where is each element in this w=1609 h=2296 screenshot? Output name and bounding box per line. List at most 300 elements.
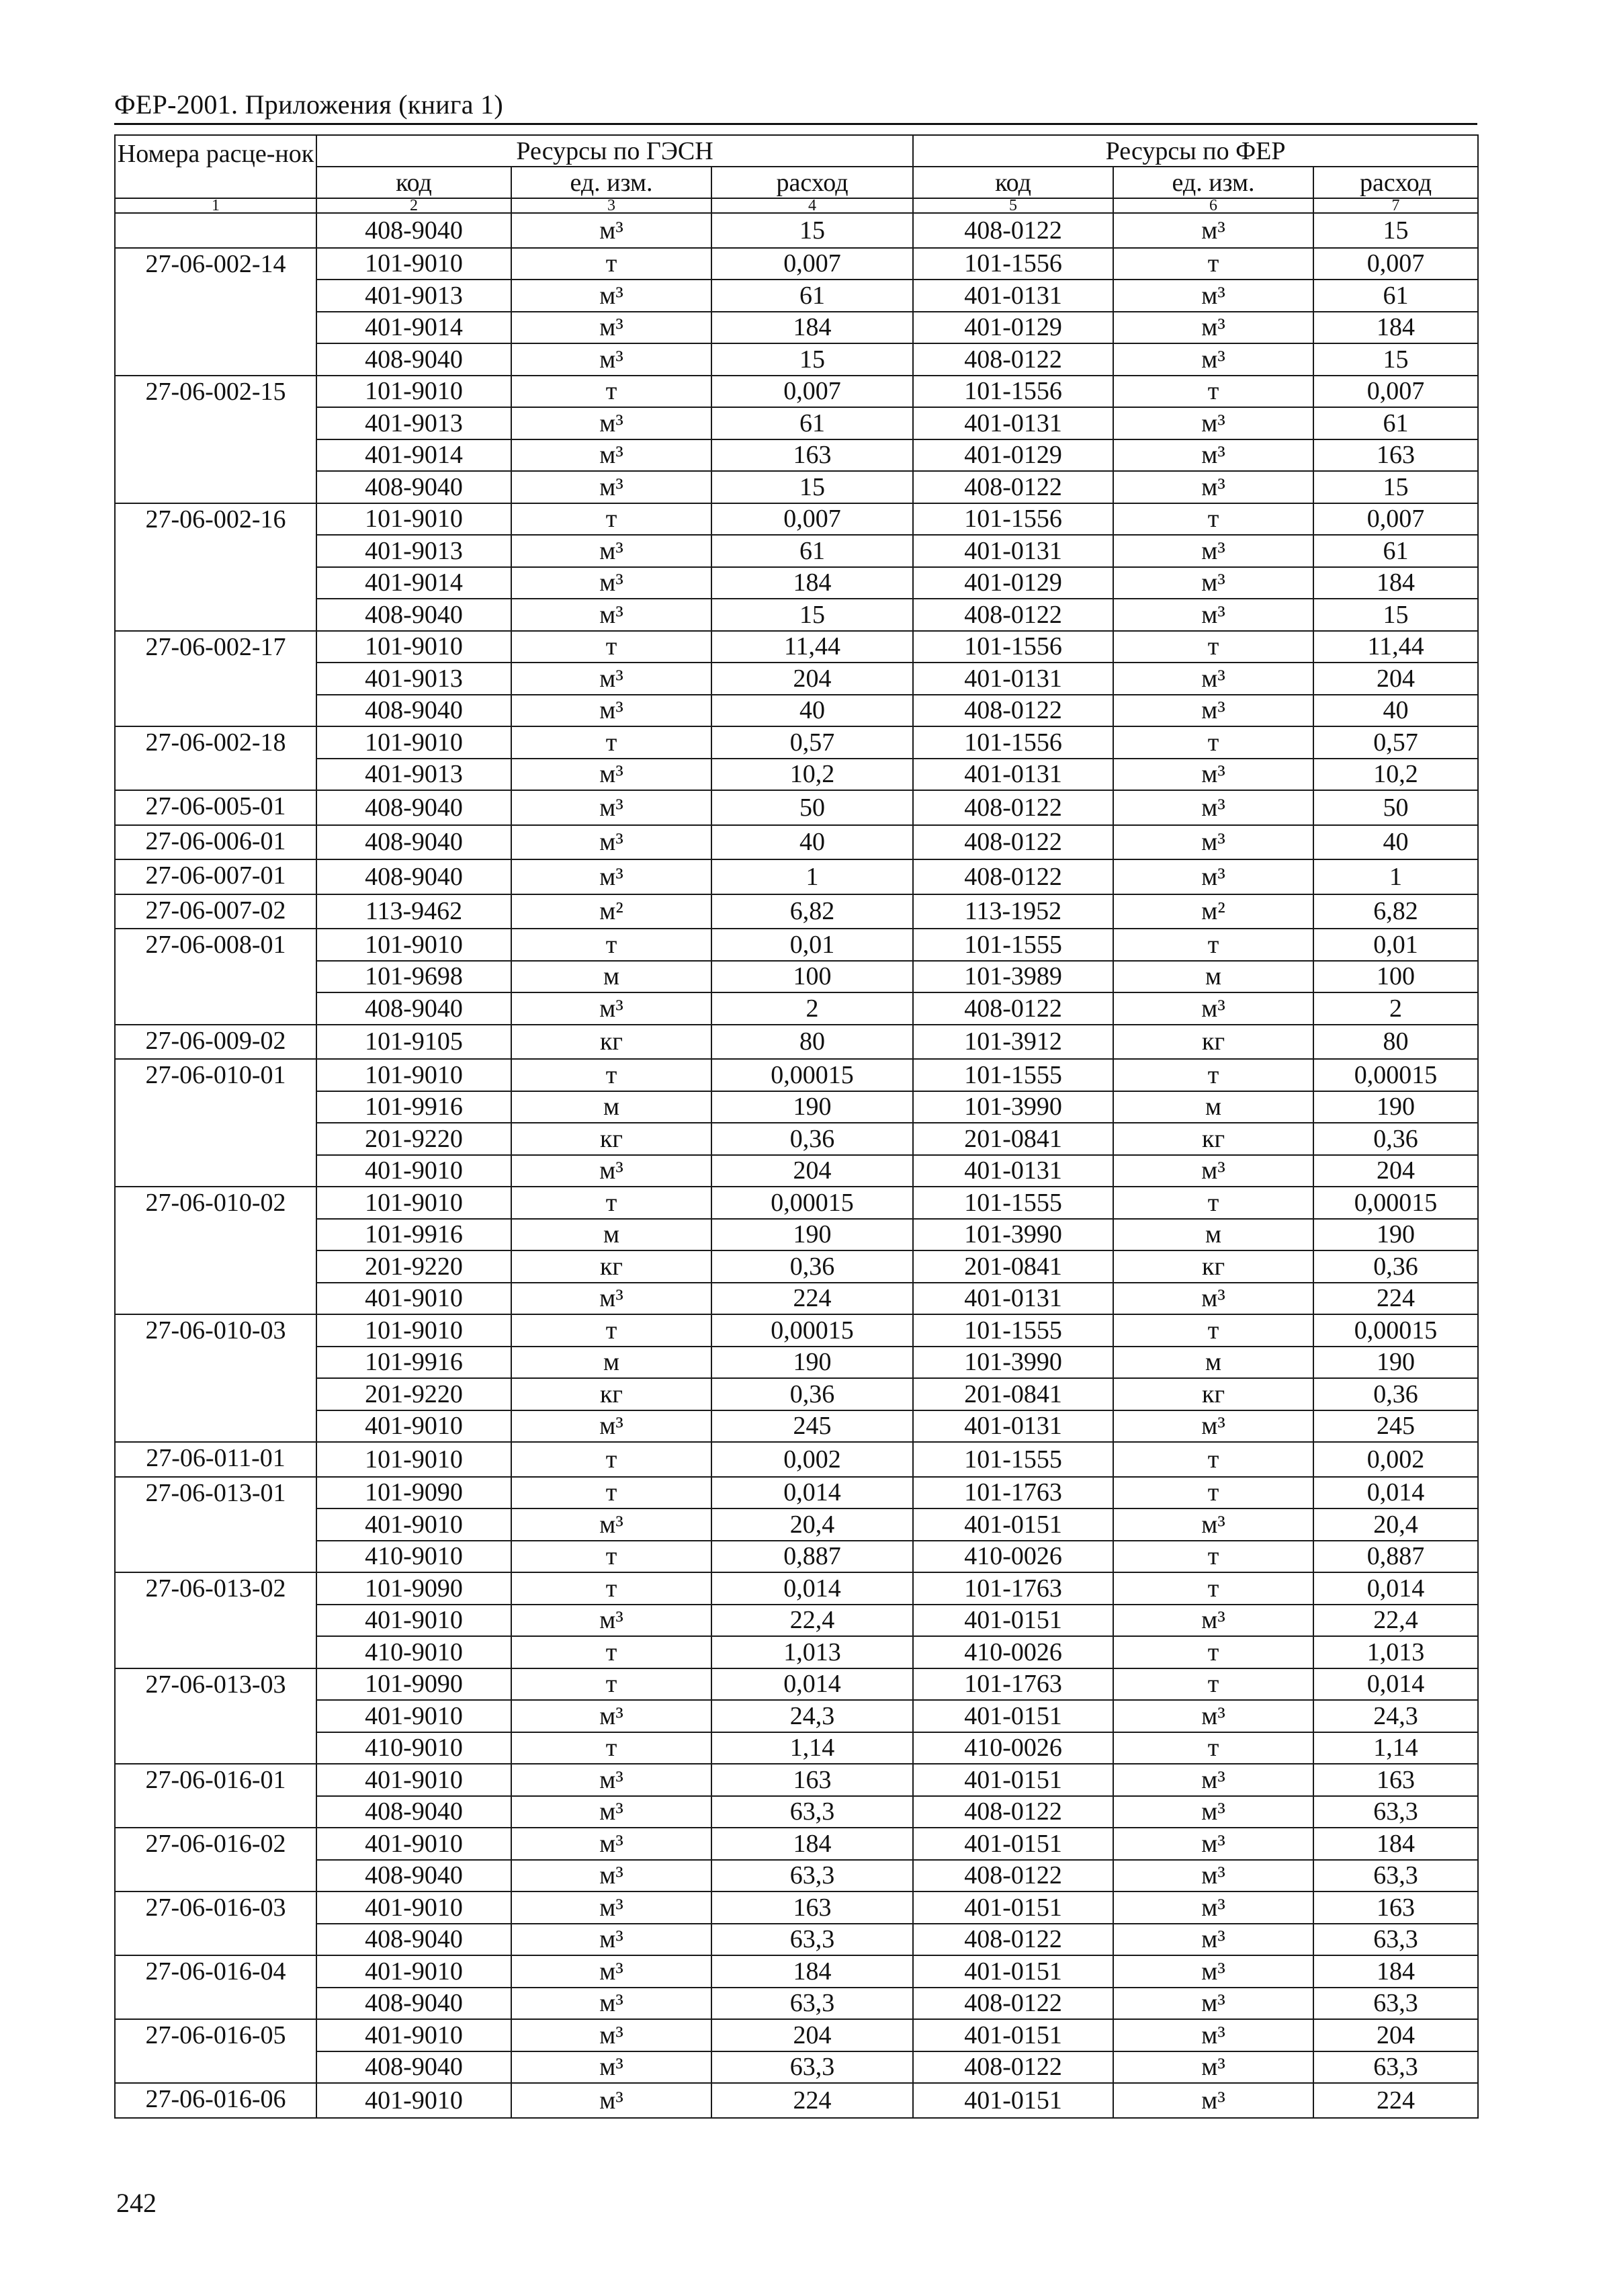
fer-unit-cell: м³ xyxy=(1113,1508,1313,1541)
rate-number-cell: 27-06-016-02 xyxy=(115,1828,316,1891)
gesn-code-cell: 408-9040 xyxy=(316,790,511,825)
fer-consumption-cell: 100 xyxy=(1313,961,1478,993)
gesn-consumption-cell: 1,013 xyxy=(711,1636,913,1668)
gesn-consumption-cell: 63,3 xyxy=(711,1988,913,2020)
fer-consumption-cell: 0,007 xyxy=(1313,503,1478,536)
gesn-consumption-cell: 100 xyxy=(711,961,913,993)
fer-unit-cell: м³ xyxy=(1113,1605,1313,1637)
fer-consumption-cell: 190 xyxy=(1313,1219,1478,1251)
fer-consumption-cell: 0,887 xyxy=(1313,1541,1478,1573)
gesn-code-cell: 101-9010 xyxy=(316,726,511,759)
gesn-consumption-cell: 0,36 xyxy=(711,1250,913,1283)
fer-code-cell: 408-0122 xyxy=(913,695,1113,727)
gesn-code-cell: 408-9040 xyxy=(316,343,511,376)
table-row xyxy=(115,213,1478,248)
fer-consumption-cell: 15 xyxy=(1313,599,1478,631)
gesn-unit-cell: м³ xyxy=(511,1955,711,1988)
fer-unit-cell: т xyxy=(1113,1636,1313,1668)
fer-consumption-cell: 15 xyxy=(1313,471,1478,503)
fer-consumption-cell: 11,44 xyxy=(1313,631,1478,663)
fer-consumption-cell: 61 xyxy=(1313,280,1478,312)
header-rule xyxy=(114,123,1477,125)
gesn-consumption-cell: 184 xyxy=(711,1955,913,1988)
column-number: 3 xyxy=(511,198,711,213)
gesn-code-cell: 401-9010 xyxy=(316,1891,511,1924)
rate-number-cell: 27-06-016-06 xyxy=(115,2083,316,2118)
gesn-consumption-cell: 0,007 xyxy=(711,376,913,408)
gesn-code-cell: 201-9220 xyxy=(316,1250,511,1283)
table-row xyxy=(115,2019,1478,2051)
table-row xyxy=(115,1860,1478,1892)
fer-unit-cell: т xyxy=(1113,1314,1313,1347)
gesn-unit-cell: м xyxy=(511,961,711,993)
table-row xyxy=(115,726,1478,759)
gesn-consumption-cell: 0,014 xyxy=(711,1572,913,1605)
gesn-code-cell: 408-9040 xyxy=(316,213,511,248)
fer-unit-cell: м³ xyxy=(1113,312,1313,344)
gesn-code-cell: 410-9010 xyxy=(316,1636,511,1668)
fer-unit-cell: м³ xyxy=(1113,535,1313,567)
gesn-unit-cell: м³ xyxy=(511,439,711,472)
fer-code-cell: 408-0122 xyxy=(913,825,1113,860)
gesn-code-cell: 101-9698 xyxy=(316,961,511,993)
gesn-consumption-cell: 204 xyxy=(711,663,913,695)
gesn-unit-cell: кг xyxy=(511,1025,711,1060)
gesn-consumption-cell: 1,14 xyxy=(711,1732,913,1764)
fer-code-cell: 408-0122 xyxy=(913,1860,1113,1892)
gesn-code-cell: 408-9040 xyxy=(316,1924,511,1956)
fer-unit-cell: т xyxy=(1113,376,1313,408)
fer-code-cell: 101-3912 xyxy=(913,1025,1113,1060)
gesn-consumption-cell: 11,44 xyxy=(711,631,913,663)
fer-code-cell: 408-0122 xyxy=(913,1988,1113,2020)
gesn-code-cell: 408-9040 xyxy=(316,859,511,894)
gesn-unit-cell: м³ xyxy=(511,790,711,825)
fer-unit-cell: м³ xyxy=(1113,663,1313,695)
fer-consumption-cell: 224 xyxy=(1313,1283,1478,1315)
fer-consumption-cell: 15 xyxy=(1313,343,1478,376)
gesn-unit-cell: м³ xyxy=(511,599,711,631)
gesn-code-cell: 101-9010 xyxy=(316,1314,511,1347)
gesn-code-cell: 410-9010 xyxy=(316,1541,511,1573)
fer-code-cell: 101-1555 xyxy=(913,1187,1113,1219)
fer-code-cell: 401-0129 xyxy=(913,439,1113,472)
fer-code-cell: 113-1952 xyxy=(913,894,1113,929)
column-numbers-row xyxy=(115,198,1478,213)
gesn-unit-cell: т xyxy=(511,631,711,663)
fer-unit-cell: м xyxy=(1113,1347,1313,1379)
fer-unit-cell: м³ xyxy=(1113,1860,1313,1892)
fer-unit-cell: кг xyxy=(1113,1123,1313,1155)
table-row xyxy=(115,1187,1478,1219)
fer-code-cell: 201-0841 xyxy=(913,1378,1113,1410)
rate-number-cell: 27-06-002-15 xyxy=(115,376,316,503)
header-row-top xyxy=(115,135,1478,167)
gesn-code-cell: 401-9010 xyxy=(316,1155,511,1187)
rate-number-cell: 27-06-002-17 xyxy=(115,631,316,727)
table-row xyxy=(115,1764,1478,1796)
table-row xyxy=(115,631,1478,663)
table-row xyxy=(115,1155,1478,1187)
header-gesn-consumption: расход xyxy=(711,167,913,198)
gesn-unit-cell: м³ xyxy=(511,1605,711,1637)
fer-consumption-cell: 80 xyxy=(1313,1025,1478,1060)
gesn-code-cell: 101-9010 xyxy=(316,376,511,408)
gesn-unit-cell: т xyxy=(511,1541,711,1573)
gesn-consumption-cell: 184 xyxy=(711,312,913,344)
rate-number-cell: 27-06-007-01 xyxy=(115,859,316,894)
gesn-unit-cell: м³ xyxy=(511,1891,711,1924)
gesn-consumption-cell: 0,002 xyxy=(711,1442,913,1477)
gesn-consumption-cell: 63,3 xyxy=(711,1924,913,1956)
gesn-code-cell: 408-9040 xyxy=(316,992,511,1025)
fer-consumption-cell: 204 xyxy=(1313,663,1478,695)
gesn-code-cell: 101-9010 xyxy=(316,503,511,536)
gesn-consumption-cell: 224 xyxy=(711,1283,913,1315)
fer-consumption-cell: 184 xyxy=(1313,1828,1478,1860)
fer-consumption-cell: 63,3 xyxy=(1313,1860,1478,1892)
header-fer-code: код xyxy=(913,167,1113,198)
gesn-unit-cell: м³ xyxy=(511,535,711,567)
fer-consumption-cell: 22,4 xyxy=(1313,1605,1478,1637)
fer-consumption-cell: 15 xyxy=(1313,213,1478,248)
gesn-code-cell: 401-9010 xyxy=(316,1828,511,1860)
fer-unit-cell: т xyxy=(1113,929,1313,961)
column-number: 1 xyxy=(115,198,316,213)
gesn-code-cell: 401-9013 xyxy=(316,535,511,567)
fer-consumption-cell: 61 xyxy=(1313,407,1478,439)
gesn-consumption-cell: 0,36 xyxy=(711,1378,913,1410)
rate-number-cell: 27-06-005-01 xyxy=(115,790,316,825)
gesn-code-cell: 401-9010 xyxy=(316,1955,511,1988)
fer-unit-cell: м³ xyxy=(1113,1700,1313,1732)
fer-code-cell: 101-1763 xyxy=(913,1477,1113,1509)
fer-consumption-cell: 0,00015 xyxy=(1313,1059,1478,1091)
fer-consumption-cell: 204 xyxy=(1313,2019,1478,2051)
fer-code-cell: 101-1555 xyxy=(913,929,1113,961)
table-row xyxy=(115,1059,1478,1091)
fer-unit-cell: м³ xyxy=(1113,2019,1313,2051)
rate-number-cell xyxy=(115,213,316,248)
rate-number-cell: 27-06-002-14 xyxy=(115,248,316,376)
rate-number-cell: 27-06-016-03 xyxy=(115,1891,316,1955)
rate-number-cell: 27-06-016-01 xyxy=(115,1764,316,1828)
fer-unit-cell: м³ xyxy=(1113,1410,1313,1443)
gesn-code-cell: 113-9462 xyxy=(316,894,511,929)
fer-unit-cell: т xyxy=(1113,1668,1313,1701)
gesn-code-cell: 408-9040 xyxy=(316,599,511,631)
fer-consumption-cell: 40 xyxy=(1313,825,1478,860)
fer-consumption-cell: 204 xyxy=(1313,1155,1478,1187)
table-row xyxy=(115,1091,1478,1123)
gesn-consumption-cell: 184 xyxy=(711,567,913,599)
gesn-code-cell: 401-9014 xyxy=(316,439,511,472)
table-row xyxy=(115,1314,1478,1347)
gesn-consumption-cell: 63,3 xyxy=(711,1796,913,1828)
gesn-unit-cell: кг xyxy=(511,1250,711,1283)
fer-consumption-cell: 10,2 xyxy=(1313,759,1478,791)
gesn-code-cell: 401-9013 xyxy=(316,280,511,312)
fer-code-cell: 401-0151 xyxy=(913,2019,1113,2051)
gesn-code-cell: 101-9010 xyxy=(316,1187,511,1219)
fer-code-cell: 408-0122 xyxy=(913,599,1113,631)
rate-number-cell: 27-06-009-02 xyxy=(115,1025,316,1060)
fer-consumption-cell: 0,01 xyxy=(1313,929,1478,961)
fer-unit-cell: м³ xyxy=(1113,759,1313,791)
rate-number-cell: 27-06-007-02 xyxy=(115,894,316,929)
page-number: 242 xyxy=(116,2188,157,2218)
fer-unit-cell: т xyxy=(1113,631,1313,663)
fer-consumption-cell: 1 xyxy=(1313,859,1478,894)
gesn-unit-cell: м³ xyxy=(511,471,711,503)
gesn-consumption-cell: 0,007 xyxy=(711,248,913,280)
fer-code-cell: 101-3990 xyxy=(913,1091,1113,1123)
gesn-code-cell: 101-9010 xyxy=(316,1059,511,1091)
gesn-unit-cell: м³ xyxy=(511,1924,711,1956)
table-row xyxy=(115,312,1478,344)
fer-consumption-cell: 224 xyxy=(1313,2083,1478,2118)
column-number: 6 xyxy=(1113,198,1313,213)
gesn-consumption-cell: 10,2 xyxy=(711,759,913,791)
fer-unit-cell: м³ xyxy=(1113,1796,1313,1828)
fer-unit-cell: т xyxy=(1113,248,1313,280)
table-row xyxy=(115,790,1478,825)
gesn-consumption-cell: 163 xyxy=(711,1764,913,1796)
table-row xyxy=(115,1025,1478,1060)
rate-number-cell: 27-06-016-04 xyxy=(115,1955,316,2019)
gesn-code-cell: 408-9040 xyxy=(316,471,511,503)
fer-code-cell: 101-1763 xyxy=(913,1668,1113,1701)
gesn-consumption-cell: 0,00015 xyxy=(711,1187,913,1219)
gesn-consumption-cell: 163 xyxy=(711,1891,913,1924)
fer-code-cell: 101-3990 xyxy=(913,1219,1113,1251)
rate-number-cell: 27-06-011-01 xyxy=(115,1442,316,1477)
table-row xyxy=(115,1442,1478,1477)
table-row xyxy=(115,280,1478,312)
gesn-unit-cell: м³ xyxy=(511,280,711,312)
fer-unit-cell: кг xyxy=(1113,1378,1313,1410)
gesn-consumption-cell: 61 xyxy=(711,280,913,312)
gesn-unit-cell: м³ xyxy=(511,312,711,344)
fer-code-cell: 201-0841 xyxy=(913,1123,1113,1155)
gesn-consumption-cell: 0,00015 xyxy=(711,1059,913,1091)
table-row xyxy=(115,1605,1478,1637)
table-row xyxy=(115,1988,1478,2020)
gesn-code-cell: 401-9010 xyxy=(316,1764,511,1796)
gesn-unit-cell: т xyxy=(511,503,711,536)
table-row xyxy=(115,1572,1478,1605)
table-row xyxy=(115,663,1478,695)
table-row xyxy=(115,343,1478,376)
table-row xyxy=(115,535,1478,567)
table-row xyxy=(115,1732,1478,1764)
gesn-unit-cell: м³ xyxy=(511,1828,711,1860)
gesn-code-cell: 401-9013 xyxy=(316,759,511,791)
gesn-consumption-cell: 80 xyxy=(711,1025,913,1060)
fer-code-cell: 401-0151 xyxy=(913,1764,1113,1796)
table-row xyxy=(115,1508,1478,1541)
table-row xyxy=(115,1796,1478,1828)
gesn-code-cell: 101-9010 xyxy=(316,929,511,961)
gesn-code-cell: 408-9040 xyxy=(316,825,511,860)
fer-unit-cell: т xyxy=(1113,726,1313,759)
rate-number-cell: 27-06-013-01 xyxy=(115,1477,316,1573)
table-row xyxy=(115,248,1478,280)
fer-code-cell: 101-1555 xyxy=(913,1442,1113,1477)
table-row xyxy=(115,567,1478,599)
gesn-unit-cell: м³ xyxy=(511,1988,711,2020)
table-row xyxy=(115,1477,1478,1509)
table-row xyxy=(115,439,1478,472)
fer-consumption-cell: 20,4 xyxy=(1313,1508,1478,1541)
gesn-unit-cell: м³ xyxy=(511,1860,711,1892)
fer-unit-cell: м³ xyxy=(1113,567,1313,599)
gesn-code-cell: 410-9010 xyxy=(316,1732,511,1764)
fer-unit-cell: м³ xyxy=(1113,599,1313,631)
table-row xyxy=(115,894,1478,929)
gesn-consumption-cell: 190 xyxy=(711,1091,913,1123)
gesn-unit-cell: м³ xyxy=(511,859,711,894)
gesn-consumption-cell: 50 xyxy=(711,790,913,825)
fer-code-cell: 101-1556 xyxy=(913,631,1113,663)
gesn-unit-cell: м³ xyxy=(511,2051,711,2084)
gesn-code-cell: 401-9010 xyxy=(316,1700,511,1732)
table-row xyxy=(115,825,1478,860)
fer-code-cell: 101-1556 xyxy=(913,726,1113,759)
fer-consumption-cell: 63,3 xyxy=(1313,1796,1478,1828)
gesn-unit-cell: т xyxy=(511,376,711,408)
fer-code-cell: 401-0151 xyxy=(913,1605,1113,1637)
gesn-consumption-cell: 61 xyxy=(711,535,913,567)
fer-unit-cell: м³ xyxy=(1113,1283,1313,1315)
column-number: 7 xyxy=(1313,198,1478,213)
fer-unit-cell: т xyxy=(1113,1187,1313,1219)
table-row xyxy=(115,859,1478,894)
gesn-unit-cell: т xyxy=(511,1442,711,1477)
fer-consumption-cell: 6,82 xyxy=(1313,894,1478,929)
gesn-unit-cell: кг xyxy=(511,1378,711,1410)
header-fer-unit: ед. изм. xyxy=(1113,167,1313,198)
gesn-code-cell: 201-9220 xyxy=(316,1378,511,1410)
rate-number-cell: 27-06-013-03 xyxy=(115,1668,316,1764)
fer-unit-cell: т xyxy=(1113,1732,1313,1764)
fer-unit-cell: м xyxy=(1113,1091,1313,1123)
header-gesn-code: код xyxy=(316,167,511,198)
fer-consumption-cell: 2 xyxy=(1313,992,1478,1025)
fer-unit-cell: м³ xyxy=(1113,407,1313,439)
fer-unit-cell: м³ xyxy=(1113,280,1313,312)
fer-consumption-cell: 63,3 xyxy=(1313,1924,1478,1956)
fer-consumption-cell: 0,00015 xyxy=(1313,1187,1478,1219)
fer-unit-cell: м³ xyxy=(1113,992,1313,1025)
gesn-consumption-cell: 0,014 xyxy=(711,1477,913,1509)
gesn-unit-cell: т xyxy=(511,1668,711,1701)
gesn-unit-cell: м xyxy=(511,1219,711,1251)
gesn-code-cell: 401-9014 xyxy=(316,312,511,344)
gesn-consumption-cell: 0,887 xyxy=(711,1541,913,1573)
gesn-code-cell: 408-9040 xyxy=(316,1988,511,2020)
fer-consumption-cell: 1,14 xyxy=(1313,1732,1478,1764)
gesn-consumption-cell: 61 xyxy=(711,407,913,439)
gesn-consumption-cell: 63,3 xyxy=(711,1860,913,1892)
fer-unit-cell: т xyxy=(1113,1477,1313,1509)
fer-consumption-cell: 24,3 xyxy=(1313,1700,1478,1732)
gesn-unit-cell: м³ xyxy=(511,1508,711,1541)
gesn-unit-cell: т xyxy=(511,1187,711,1219)
gesn-code-cell: 401-9010 xyxy=(316,1283,511,1315)
table-row xyxy=(115,407,1478,439)
fer-unit-cell: м³ xyxy=(1113,859,1313,894)
table-row xyxy=(115,929,1478,961)
gesn-code-cell: 101-9010 xyxy=(316,248,511,280)
fer-code-cell: 401-0131 xyxy=(913,759,1113,791)
gesn-code-cell: 101-9105 xyxy=(316,1025,511,1060)
table-row xyxy=(115,1250,1478,1283)
fer-consumption-cell: 0,57 xyxy=(1313,726,1478,759)
gesn-unit-cell: т xyxy=(511,1732,711,1764)
fer-unit-cell: т xyxy=(1113,503,1313,536)
gesn-consumption-cell: 40 xyxy=(711,825,913,860)
gesn-unit-cell: т xyxy=(511,1572,711,1605)
gesn-code-cell: 401-9010 xyxy=(316,1410,511,1443)
rate-number-cell: 27-06-010-01 xyxy=(115,1059,316,1187)
fer-code-cell: 408-0122 xyxy=(913,992,1113,1025)
fer-unit-cell: м³ xyxy=(1113,439,1313,472)
gesn-consumption-cell: 0,014 xyxy=(711,1668,913,1701)
gesn-consumption-cell: 0,36 xyxy=(711,1123,913,1155)
fer-code-cell: 401-0151 xyxy=(913,1955,1113,1988)
fer-consumption-cell: 63,3 xyxy=(1313,2051,1478,2084)
fer-unit-cell: м³ xyxy=(1113,343,1313,376)
gesn-code-cell: 201-9220 xyxy=(316,1123,511,1155)
gesn-code-cell: 101-9010 xyxy=(316,1442,511,1477)
gesn-consumption-cell: 204 xyxy=(711,2019,913,2051)
fer-code-cell: 408-0122 xyxy=(913,790,1113,825)
fer-consumption-cell: 190 xyxy=(1313,1347,1478,1379)
fer-unit-cell: м³ xyxy=(1113,695,1313,727)
table-row xyxy=(115,1410,1478,1443)
gesn-consumption-cell: 184 xyxy=(711,1828,913,1860)
gesn-consumption-cell: 6,82 xyxy=(711,894,913,929)
gesn-code-cell: 401-9013 xyxy=(316,407,511,439)
fer-unit-cell: м³ xyxy=(1113,2051,1313,2084)
fer-unit-cell: м³ xyxy=(1113,1988,1313,2020)
fer-unit-cell: т xyxy=(1113,1442,1313,1477)
fer-code-cell: 101-1556 xyxy=(913,503,1113,536)
fer-code-cell: 408-0122 xyxy=(913,213,1113,248)
fer-unit-cell: кг xyxy=(1113,1025,1313,1060)
gesn-unit-cell: т xyxy=(511,1477,711,1509)
table-row xyxy=(115,471,1478,503)
fer-code-cell: 101-1556 xyxy=(913,248,1113,280)
fer-code-cell: 101-1556 xyxy=(913,376,1113,408)
fer-consumption-cell: 0,014 xyxy=(1313,1668,1478,1701)
gesn-consumption-cell: 20,4 xyxy=(711,1508,913,1541)
fer-unit-cell: м³ xyxy=(1113,1924,1313,1956)
gesn-consumption-cell: 63,3 xyxy=(711,2051,913,2084)
gesn-code-cell: 401-9014 xyxy=(316,567,511,599)
rate-number-cell: 27-06-002-18 xyxy=(115,726,316,790)
gesn-consumption-cell: 15 xyxy=(711,343,913,376)
gesn-unit-cell: кг xyxy=(511,1123,711,1155)
gesn-unit-cell: м³ xyxy=(511,1283,711,1315)
fer-code-cell: 101-3989 xyxy=(913,961,1113,993)
fer-consumption-cell: 184 xyxy=(1313,1955,1478,1988)
gesn-code-cell: 101-9916 xyxy=(316,1091,511,1123)
table-row xyxy=(115,1924,1478,1956)
fer-code-cell: 401-0131 xyxy=(913,535,1113,567)
table-row xyxy=(115,961,1478,993)
